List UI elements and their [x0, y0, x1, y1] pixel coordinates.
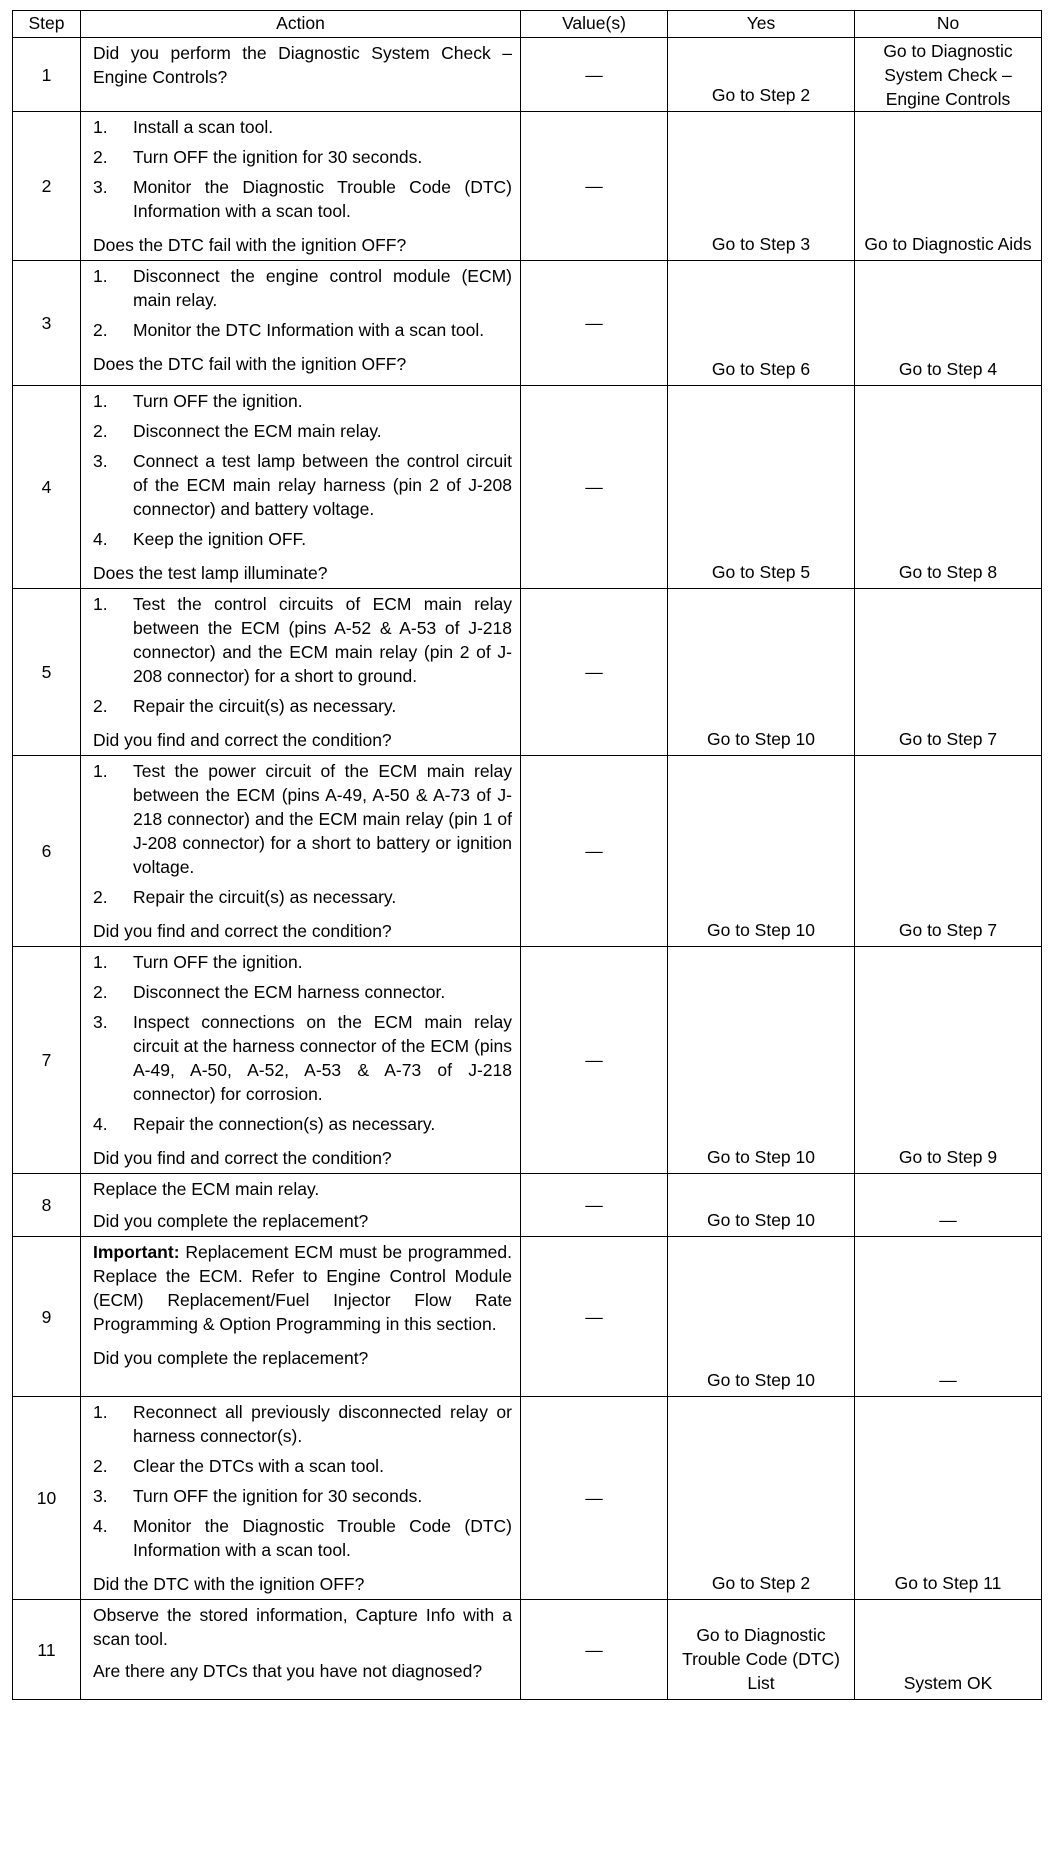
item-text: Turn OFF the ignition. [133, 952, 303, 972]
header-no: No [855, 11, 1042, 38]
action-question: Did you find and correct the condition? [93, 921, 392, 941]
step-number: 11 [13, 1600, 81, 1700]
action-cell [81, 1397, 521, 1600]
action-item [93, 1454, 512, 1478]
action-cell [81, 1600, 521, 1700]
header-yes: Yes [668, 11, 855, 38]
action-question: Does the DTC fail with the ignition OFF? [93, 354, 407, 374]
value-cell: — [521, 112, 668, 261]
item-text: Test the power circuit of the ECM main relay between the ECM (pins A-49, A-50 & A-73 of J-218 connector) and the ECM main relay (pin 1 of J-208 connector) for a short to battery or ignition voltage. [133, 761, 512, 877]
item-text: Disconnect the engine control module (ECM) main relay. [133, 266, 512, 310]
item-text: Repair the circuit(s) as necessary. [133, 887, 397, 907]
yes-cell: Go to Step 5 [668, 386, 855, 589]
value-cell: — [521, 947, 668, 1174]
action-item [93, 318, 512, 342]
item-number: 2. [93, 696, 108, 716]
header-step: Step [13, 11, 81, 38]
item-number: 1. [93, 1402, 108, 1422]
action-cell [81, 112, 521, 261]
action-text: Did you perform the Diagnostic System Check – Engine Controls? [93, 43, 512, 87]
table-row [13, 38, 1042, 112]
step-number: 9 [13, 1237, 81, 1397]
item-text: Monitor the Diagnostic Trouble Code (DTC) Information with a scan tool. [133, 177, 512, 221]
item-number: 1. [93, 391, 108, 411]
value-cell: — [521, 756, 668, 947]
table-row [13, 589, 1042, 756]
no-cell: Go to Step 8 [855, 386, 1042, 589]
no-cell: Go to Diagnostic Aids [855, 112, 1042, 261]
table-row [13, 112, 1042, 261]
item-text: Turn OFF the ignition. [133, 391, 303, 411]
value-cell: — [521, 1237, 668, 1397]
action-question: Did the DTC with the ignition OFF? [93, 1574, 365, 1594]
value-cell: — [521, 261, 668, 386]
item-number: 1. [93, 266, 108, 286]
action-cell [81, 756, 521, 947]
step-number: 6 [13, 756, 81, 947]
item-number: 1. [93, 952, 108, 972]
action-text: Replace the ECM. Refer to Engine Control Module (ECM) Replacement/Fuel Injector Flow Rate Programming & Option Programming in this section. [93, 1266, 512, 1334]
action-item [93, 592, 512, 688]
item-number: 2. [93, 887, 108, 907]
step-number: 3 [13, 261, 81, 386]
value-cell: — [521, 38, 668, 112]
action-item [93, 1112, 512, 1136]
action-item [93, 145, 512, 169]
table-row [13, 1174, 1042, 1237]
item-text: Keep the ignition OFF. [133, 529, 307, 549]
action-item [93, 1010, 512, 1106]
action-item [93, 1484, 512, 1508]
item-text: Disconnect the ECM harness connector. [133, 982, 446, 1002]
table-row [13, 1397, 1042, 1600]
value-cell: — [521, 1174, 668, 1237]
action-item [93, 115, 512, 139]
item-number: 3. [93, 177, 108, 197]
yes-cell: Go to Step 10 [668, 756, 855, 947]
item-text: Install a scan tool. [133, 117, 274, 137]
table-row [13, 261, 1042, 386]
item-number: 2. [93, 421, 108, 441]
item-text: Connect a test lamp between the control circuit of the ECM main relay harness (pin 2 of J-208 connector) and battery voltage. [133, 451, 512, 519]
header-action: Action [81, 11, 521, 38]
important-note [93, 1240, 512, 1264]
yes-cell: Go to Step 2 [668, 38, 855, 112]
item-number: 2. [93, 982, 108, 1002]
action-question: Are there any DTCs that you have not diagnosed? [93, 1661, 483, 1681]
yes-cell: Go to Step 10 [668, 1174, 855, 1237]
table-row [13, 386, 1042, 589]
item-number: 1. [93, 594, 108, 614]
no-cell: — [855, 1174, 1042, 1237]
action-item [93, 175, 512, 223]
action-cell [81, 38, 521, 112]
no-cell: Go to Step 7 [855, 589, 1042, 756]
action-item [93, 950, 512, 974]
action-question: Does the test lamp illuminate? [93, 563, 328, 583]
action-cell [81, 386, 521, 589]
step-number: 10 [13, 1397, 81, 1600]
action-cell [81, 261, 521, 386]
action-question: Did you find and correct the condition? [93, 730, 392, 750]
no-cell: System OK [855, 1600, 1042, 1700]
step-number: 7 [13, 947, 81, 1174]
action-item [93, 759, 512, 879]
action-item [93, 389, 512, 413]
important-label: Important: [93, 1242, 180, 1262]
step-number: 5 [13, 589, 81, 756]
value-cell: — [521, 1600, 668, 1700]
action-cell [81, 1237, 521, 1397]
item-text: Repair the circuit(s) as necessary. [133, 696, 397, 716]
action-cell [81, 947, 521, 1174]
table-row [13, 1237, 1042, 1397]
action-cell [81, 589, 521, 756]
important-text: Replacement ECM must be programmed. [185, 1242, 512, 1262]
item-number: 4. [93, 1516, 108, 1536]
action-item [93, 264, 512, 312]
value-cell: — [521, 589, 668, 756]
yes-cell: Go to Step 10 [668, 589, 855, 756]
item-number: 1. [93, 761, 108, 781]
item-text: Turn OFF the ignition for 30 seconds. [133, 147, 423, 167]
item-number: 3. [93, 1012, 108, 1032]
no-cell: Go to Diagnostic System Check – Engine Controls [855, 38, 1042, 112]
action-item [93, 1400, 512, 1448]
action-text: Replace the ECM main relay. [93, 1179, 320, 1199]
action-item [93, 694, 512, 718]
item-text: Reconnect all previously disconnected relay or harness connector(s). [133, 1402, 512, 1446]
action-question: Did you find and correct the condition? [93, 1148, 392, 1168]
yes-cell: Go to Step 2 [668, 1397, 855, 1600]
action-cell [81, 1174, 521, 1237]
diagnostic-page [12, 10, 1041, 1700]
item-text: Turn OFF the ignition for 30 seconds. [133, 1486, 423, 1506]
no-cell: — [855, 1237, 1042, 1397]
action-item [93, 527, 512, 551]
step-number: 8 [13, 1174, 81, 1237]
item-text: Test the control circuits of ECM main relay between the ECM (pins A-52 & A-53 of J-218 connector) and the ECM main relay (pin 2 of J-208 connector) for a short to ground. [133, 594, 512, 686]
no-cell: Go to Step 11 [855, 1397, 1042, 1600]
action-item [93, 885, 512, 909]
item-number: 2. [93, 320, 108, 340]
yes-cell: Go to Diagnostic Trouble Code (DTC) List [668, 1600, 855, 1700]
table-row [13, 756, 1042, 947]
item-text: Monitor the DTC Information with a scan tool. [133, 320, 485, 340]
step-number: 4 [13, 386, 81, 589]
diagnostic-table [12, 10, 1042, 1700]
value-cell: — [521, 1397, 668, 1600]
step-number: 2 [13, 112, 81, 261]
item-number: 2. [93, 147, 108, 167]
yes-cell: Go to Step 3 [668, 112, 855, 261]
action-question: Does the DTC fail with the ignition OFF? [93, 235, 407, 255]
item-text: Clear the DTCs with a scan tool. [133, 1456, 384, 1476]
item-number: 3. [93, 1486, 108, 1506]
no-cell: Go to Step 4 [855, 261, 1042, 386]
yes-cell: Go to Step 10 [668, 947, 855, 1174]
action-item [93, 980, 512, 1004]
header-row [13, 11, 1042, 38]
table-row [13, 1600, 1042, 1700]
step-number: 1 [13, 38, 81, 112]
item-text: Monitor the Diagnostic Trouble Code (DTC) Information with a scan tool. [133, 1516, 512, 1560]
action-question: Did you complete the replacement? [93, 1211, 369, 1231]
item-number: 3. [93, 451, 108, 471]
yes-cell: Go to Step 6 [668, 261, 855, 386]
action-item [93, 1514, 512, 1562]
item-number: 4. [93, 529, 108, 549]
item-number: 2. [93, 1456, 108, 1476]
item-text: Disconnect the ECM main relay. [133, 421, 382, 441]
action-text: Observe the stored information, Capture Info with a scan tool. [93, 1605, 512, 1649]
no-cell: Go to Step 7 [855, 756, 1042, 947]
item-text: Repair the connection(s) as necessary. [133, 1114, 436, 1134]
action-item [93, 419, 512, 443]
action-item [93, 449, 512, 521]
no-cell: Go to Step 9 [855, 947, 1042, 1174]
item-number: 1. [93, 117, 108, 137]
action-question: Did you complete the replacement? [93, 1348, 369, 1368]
item-number: 4. [93, 1114, 108, 1134]
header-values: Value(s) [521, 11, 668, 38]
yes-cell: Go to Step 10 [668, 1237, 855, 1397]
value-cell: — [521, 386, 668, 589]
table-row [13, 947, 1042, 1174]
item-text: Inspect connections on the ECM main relay circuit at the harness connector of the ECM (pins A-49, A-50, A-52, A-53 & A-73 of J-218 connector) for corrosion. [133, 1012, 512, 1104]
